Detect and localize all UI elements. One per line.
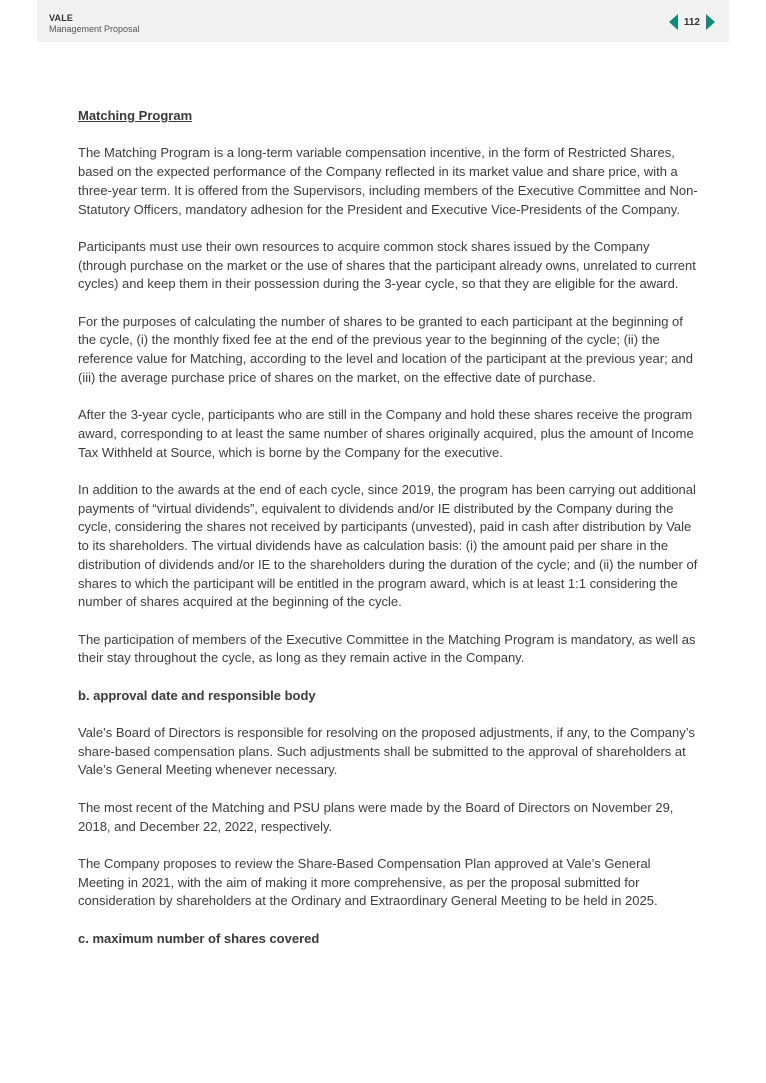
paragraph: The Matching Program is a long-term variable compensation incentive, in the form of Restricted Shares, based on the expected performance of the Company reflected in its market value and share price, with a three-year term. It is offered from the Supervisors, including members of the Executive Committee and Non-Statutory Officers, mandatory adhesion for the President and Executive Vice-Presidents of the Company.	[78, 145, 698, 217]
brand-name: VALE	[49, 13, 74, 23]
page-header	[37, 0, 729, 42]
triangle-left-icon[interactable]	[669, 14, 678, 30]
paragraph: After the 3-year cycle, participants who are still in the Company and hold these shares receive the program award, corresponding to at least the same number of shares originally acquired, plus the amount of Income Tax Withheld at Source, which is borne by the Company for the executive.	[78, 407, 694, 460]
triangle-right-icon[interactable]	[706, 14, 715, 30]
page-number: 112	[683, 16, 700, 28]
section-heading-max-shares: c. maximum number of shares covered	[78, 930, 320, 946]
paragraph: For the purposes of calculating the number of shares to be granted to each participant at the beginning of the cycle, (i) the monthly fixed fee at the end of the previous year to the beginning of the cycle; (ii) the reference value for Matching, according to the level and location of the participant at the previous year; and (iii) the average purchase price of shares on the market, on the effective date of purchase.	[78, 313, 693, 385]
document-subtitle: Management Proposal	[49, 24, 140, 34]
section-heading-approval: b. approval date and responsible body	[78, 687, 316, 703]
document-body	[78, 107, 698, 967]
paragraph: The Company proposes to review the Share-Based Compensation Plan approved at Vale’s General Meeting in 2021, with the aim of making it more comprehensive, as per the proposal submitted for consideration by shareholders at the Ordinary and Extraordinary General Meeting to be held in 2025.	[78, 855, 658, 909]
paragraph: Vale’s Board of Directors is responsible for resolving on the proposed adjustments, if any, to the Company’s share-based compensation plans. Such adjustments shall be submitted to the approval of shareholders at Vale’s General Meeting whenever necessary.	[78, 725, 695, 778]
paragraph: In addition to the awards at the end of each cycle, since 2019, the program has been carrying out additional payments of “virtual dividends”, equivalent to dividends and/or IE distributed by the Company during the cycle, considering the shares not received by participants (unvested), paid in cash after distribution by Vale to its shareholders. The virtual dividends have as calculation basis: (i) the amount paid per share in the distribution of dividends and/or IE to the shareholders during the duration of the cycle; and (ii) the number of shares to which the participant will be entitled in the program award, which is at least 1:1 considering the number of shares acquired at the beginning of the cycle.	[78, 481, 698, 610]
pager	[669, 14, 715, 30]
paragraph: The most recent of the Matching and PSU plans were made by the Board of Directors on November 29, 2018, and December 22, 2022, respectively.	[78, 799, 674, 834]
section-heading-matching: Matching Program	[78, 108, 193, 123]
paragraph: The participation of members of the Executive Committee in the Matching Program is mandatory, as well as their stay throughout the cycle, as long as they remain active in the Company.	[78, 631, 696, 666]
paragraph: Participants must use their own resources to acquire common stock shares issued by the Company (through purchase on the market or the use of shares that the participant already owns, unrelated to current cycles) and keep them in their possession during the 3-year cycle, so that they are eligible for the award.	[78, 238, 696, 292]
